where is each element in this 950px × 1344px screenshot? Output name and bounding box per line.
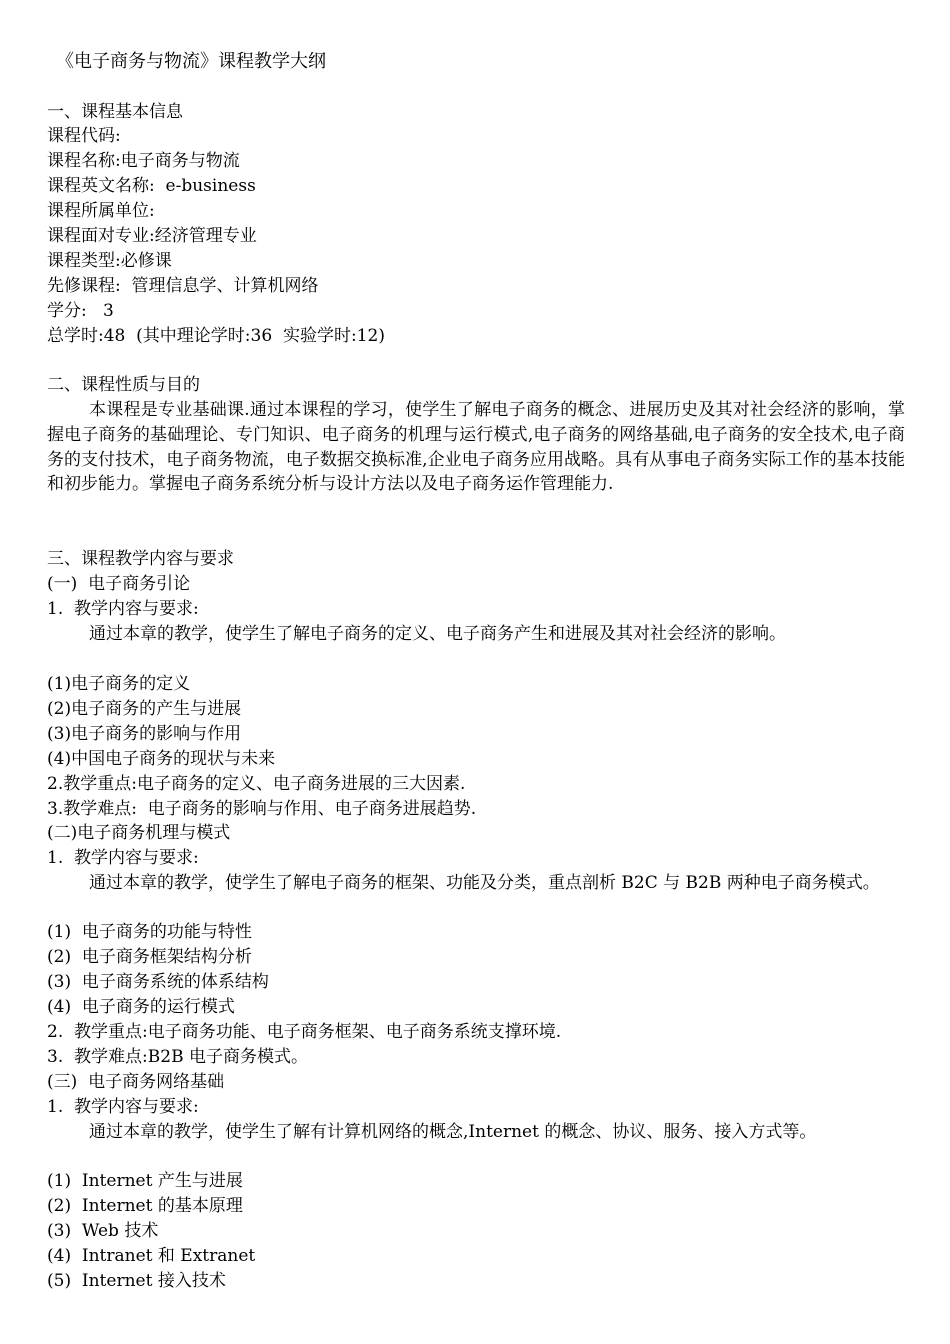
chapter-3-item: (4) Intranet 和 Extranet [47,1246,256,1266]
chapter-3-heading: (三) 电子商务网络基础 [47,1072,225,1092]
document-title: 《电子商务与物流》课程教学大纲 [56,51,326,72]
course-unit: 课程所属单位: [47,201,155,221]
chapter-1-difficulties: 3.教学难点: 电子商务的影响与作用、电子商务进展趋势. [47,799,477,819]
chapter-2-heading: (二)电子商务机理与模式 [47,823,231,843]
chapter-1-key-points: 2.教学重点:电子商务的定义、电子商务进展的三大因素. [47,774,466,794]
course-credits: 学分: 3 [47,301,114,321]
chapter-2-requirements-body: 通过本章的教学，使学生了解电子商务的框架、功能及分类，重点剖析 B2C 与 B2B 两种电子商务模式。 [89,873,880,893]
chapter-1-item: (2)电子商务的产生与进展 [47,699,242,719]
course-hours: 总学时:48 (其中理论学时:36 实验学时:12) [47,326,385,346]
chapter-1-item: (3)电子商务的影响与作用 [47,724,242,744]
chapter-3-requirements-label: 1. 教学内容与要求: [47,1097,199,1117]
chapter-1-item: (4)中国电子商务的现状与未来 [47,749,276,769]
section-2-heading: 二、课程性质与目的 [47,375,200,395]
course-prerequisite: 先修课程: 管理信息学、计算机网络 [47,276,319,296]
chapter-2-item: (2) 电子商务框架结构分析 [47,947,252,967]
course-major: 课程面对专业:经济管理专业 [47,226,257,246]
section-2-body: 本课程是专业基础课.通过本课程的学习，使学生了解电子商务的概念、进展历史及其对社会经济的影响，掌握电子商务的基础理论、专门知识、电子商务的机理与运行模式,电子商务的网络基础,电子商务的安全技术,电子商务的支付技术，电子商务物流，电子数据交换标准,企业电子商务应用战略。具有从事电子商务实际工作的基本技能和初步能力。掌握电子商务系统分析与设计方法以及电子商务运作管理能力. [47,400,905,495]
chapter-1-requirements-label: 1. 教学内容与要求: [47,599,199,619]
chapter-2-requirements-label: 1. 教学内容与要求: [47,848,199,868]
chapter-2-key-points: 2. 教学重点:电子商务功能、电子商务框架、电子商务系统支撑环境. [47,1022,562,1042]
chapter-2-difficulties: 3. 教学难点:B2B 电子商务模式。 [47,1047,308,1067]
chapter-3-requirements-body: 通过本章的教学，使学生了解有计算机网络的概念,Internet 的概念、协议、服务、接入方式等。 [89,1122,817,1142]
chapter-1-requirements-body: 通过本章的教学，使学生了解电子商务的定义、电子商务产生和进展及其对社会经济的影响。 [89,624,786,644]
chapter-2-item: (1) 电子商务的功能与特性 [47,922,252,942]
chapter-3-item: (1) Internet 产生与进展 [47,1171,243,1191]
chapter-3-item: (3) Web 技术 [47,1221,159,1241]
chapter-2-item: (4) 电子商务的运行模式 [47,997,235,1017]
chapter-2-item: (3) 电子商务系统的体系结构 [47,972,269,992]
course-code: 课程代码: [47,126,121,146]
section-3-heading: 三、课程教学内容与要求 [47,549,234,569]
course-type: 课程类型:必修课 [47,251,172,271]
course-english-name: 课程英文名称: e-business [47,176,256,196]
chapter-3-item: (5) Internet 接入技术 [47,1271,226,1291]
chapter-1-item: (1)电子商务的定义 [47,674,191,694]
course-name: 课程名称:电子商务与物流 [47,151,240,171]
chapter-1-heading: (一) 电子商务引论 [47,574,191,594]
chapter-3-item: (2) Internet 的基本原理 [47,1196,243,1216]
section-1-heading: 一、课程基本信息 [47,102,183,122]
